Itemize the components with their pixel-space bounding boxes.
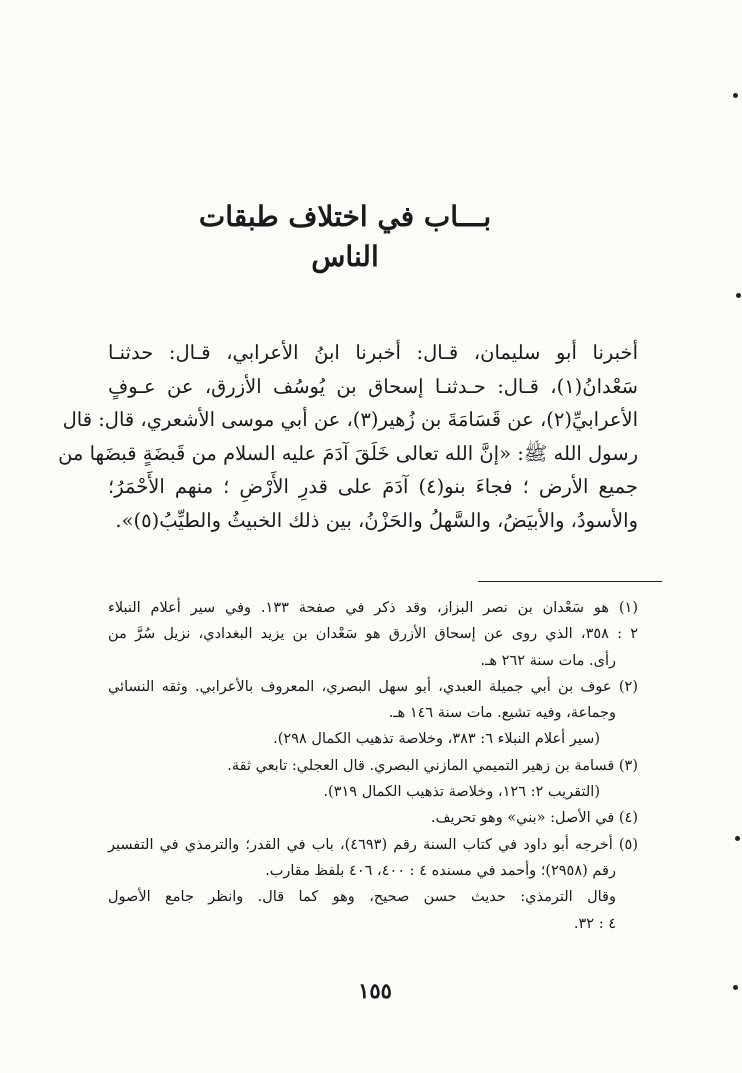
footnote-1: (١) هو سَعْدان بن نصر البزاز، وقد ذكر في صفحة ١٣٣. وفي سير أعلام النبلاء xyxy=(108,600,638,616)
footnote-separator xyxy=(478,581,662,582)
scan-dot xyxy=(733,985,738,990)
footnote-2-source: (سير أعلام النبلاء ٦: ٣٨٣، وخلاصة تذهيب الكمال ٢٩٨). xyxy=(273,731,600,748)
body-line: رسول الله ﷺ: «إنَّ الله تعالى خَلَقَ آدَمَ عليه السلام من قَبضَةٍ قبضَها من xyxy=(58,441,638,465)
body-line: أخبرنا أبو سليمان، قـال: أخبرنا ابنُ الأعرابي، قـال: حدثنـا xyxy=(108,341,638,364)
footnote-4: (٤) في الأصل: «بني» وهو تحريف. xyxy=(430,810,638,827)
footnote-5: ٤ : ٣٢. xyxy=(573,915,616,932)
footnote-5: (٥) أخرجه أبو داود في كتاب السنة رقم (٤٦٩٣)، باب في القدر؛ والترمذي في التفسير xyxy=(108,836,638,853)
hadith-text xyxy=(58,336,638,537)
body-line: سَعْدانُ(١)، قـال: حـدثنـا إسحاق بن يُوسُف الأزرق، عن عـوفٍ xyxy=(108,374,638,398)
footnote-3: (٣) قسامة بن زهير التميمي المازني البصري. قال العجلي: تابعي ثقة. xyxy=(227,757,638,774)
footnote-5: وقال الترمذي: حديث حسن صحيح، وهو كما قال. وانظر جامع الأصول xyxy=(108,889,616,906)
scan-dot xyxy=(735,836,740,841)
scan-dot xyxy=(736,293,741,298)
footnote-5: رقم (٢٩٥٨)؛ وأحمد في مسنده ٤ : ٤٠٠، ٤٠٦ بلفظ مقارب. xyxy=(265,862,616,879)
footnotes xyxy=(108,595,638,937)
footnote-1: ٢ : ٣٥٨، الذي روى عن إسحاق الأزرق هو سَعْدان بن يزيد البغدادي، نزيل سُرَّ من xyxy=(108,626,638,643)
footnote-2: وجماعة، وفيه تشيع. مات سنة ١٤٦ هـ. xyxy=(388,705,616,722)
body-line: والأسودُ، والأبيَضُ، والسَّهلُ والحَزْنُ، بين ذلك الخبيثُ والطيِّبُ(٥)». xyxy=(115,508,638,532)
chapter-heading: بـــاب في اختلاف طبقات الناس xyxy=(198,200,492,273)
footnote-2: (٢) عوف بن أبي جميلة العبدي، أبو سهل البصري، المعروف بالأعرابي. وثقه النسائي xyxy=(108,678,638,695)
scan-dot xyxy=(733,93,738,98)
footnote-3-source: (التقريب ٢: ١٢٦، وخلاصة تذهيب الكمال ٣١٩). xyxy=(323,784,600,801)
page-number: ١٥٥ xyxy=(358,978,392,1003)
footnote-1: رأى. مات سنة ٢٦٢ هـ. xyxy=(480,652,616,669)
body-line: جميع الأرض ؛ فجاءَ بنو(٤) آدَمَ على قدرِ الأَرْضِ ؛ منهم الأَحْمَرُ؛ xyxy=(108,475,638,498)
body-line: الأعرابيِّ(٢)، عن قَسَامَةَ بن زُهير(٣)، عن أبي موسى الأشعري، قال: قال xyxy=(62,408,638,431)
